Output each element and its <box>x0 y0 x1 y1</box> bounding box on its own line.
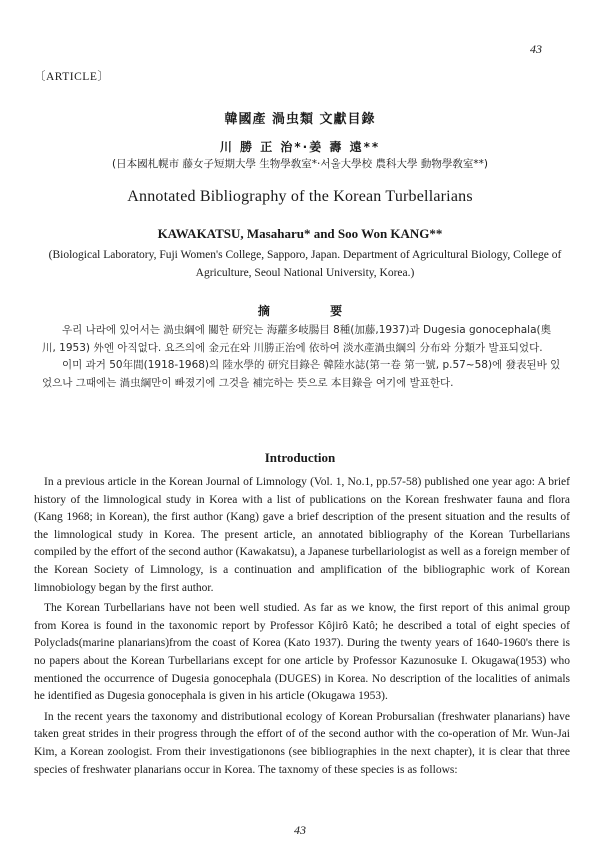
korean-authors: 川 勝 正 治*·姜 壽 遠** <box>219 140 381 154</box>
korean-title: 韓國產 渦虫類 文獻目錄 <box>224 112 376 127</box>
body-paragraph: In a previous article in the Korean Journal of Limnology (Vol. 1, No.1, pp.57-58) published one year ago: A brief history of the limnological study in Korea with a list of publications on the Korean freshwater fauna and flora (Kang 1968; in Korean), the first author (Kang) gave a brief description of the present situation and the results of the limnological study in Korea. The present article, an annotated bibliography of the Korean Turbellarians compiled by the effort of the second author (Kawakatsu), a Japanese turbellariologist as well as a foreign member of the Korean Society of Limnology, is a continuation and amplification of the bibliographic work of Korean limnobiology began by the first author. <box>34 476 570 594</box>
abstract-paragraph: 이미 과거 50年間(1918-1968)의 陸水學的 研究目錄은 韓陸水誌(第一卷 第一號, p.57~58)에 發表된바 있었으나 그때에는 渦虫綱만이 빠졌기에 그것을 補完하는 뜻으로 本目錄을 여기에 발표한다. <box>42 359 561 389</box>
korean-affiliation: (日本國札幌市 藤女子短期大學 生物學敎室*·서울大學校 農科大學 動物學敎室**) <box>112 158 488 170</box>
article-tag: 〔ARTICLE〕 <box>34 71 110 83</box>
introduction-body <box>34 474 570 782</box>
english-title: Annotated Bibliography of the Korean Turbellarians <box>127 188 473 205</box>
introduction-heading: Introduction <box>264 450 336 465</box>
page-number-bottom: 43 <box>294 823 306 837</box>
abstract-heading: 摘 要 <box>257 304 371 318</box>
abstract-paragraph: 우리 나라에 있어서는 渦虫綱에 關한 研究는 海蘿多岐腸目 8種(加藤,1937)과 Dugesia gonocephala(奧川, 1953) 外엔 아직없다. 요즈의에 金元在와 川勝正治에 依하여 淡水產渦虫綱의 分布와 分類가 발표되었다. <box>42 324 552 354</box>
body-paragraph: The Korean Turbellarians have not been well studied. As far as we know, the first report of this animal group from Korea is found in the taxonomic report by Professor Kôjirô Katô; he described a total of eight species of Polyclads(marine planarians)from the coast of Korea (Kato 1937). During the twenty years of 1640-1960's there is no papers about the Korean Turbellarians except for one article by Professor Kazunosuke I. Okugawa(1953) who mentioned the occurrence of Dugesia gonocephala (DUGES) in Korea. No description of the localities of animals he identified as Dugesia gonocephala is given in his article (Okugawa 1953). <box>34 602 570 703</box>
abstract <box>42 322 562 392</box>
english-authors: KAWAKATSU, Masaharu* and Soo Won KANG** <box>157 226 443 241</box>
body-paragraph: In the recent years the taxonomy and distributional ecology of Korean Probursalian (freshwater planarians) have taken great strides in their progress through the effort of of the second author with the co-operation of Mr. Wun-Jai Kim, a Korean zoologist. From their investigationons (see bibliographies in the next chapter), it is clear that three species of freshwater planarians occur in Korea. The taxnomy of these species is as follows: <box>34 710 570 776</box>
english-affiliation: (Biological Laboratory, Fuji Women's College, Sapporo, Japan. Department of Agricultural Biology, College of Agriculture, Seoul National University, Korea.) <box>48 249 562 279</box>
page-number-top: 43 <box>530 42 542 56</box>
